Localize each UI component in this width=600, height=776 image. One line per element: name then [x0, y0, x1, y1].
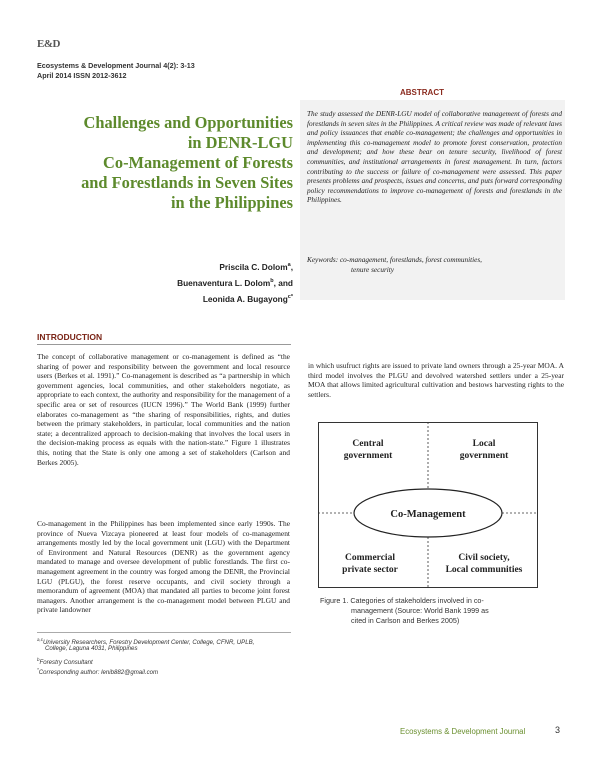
article-title: [36, 113, 293, 213]
footnote-affiliation-b: $^b$Forestry Consultant: [37, 657, 93, 667]
center-label: Co-Management: [390, 509, 466, 520]
section-divider: [37, 344, 291, 345]
quadrant-local-government-l2: government: [459, 451, 509, 461]
caption-line: Figure 1. Categories of stakeholders involved in co-: [320, 596, 484, 605]
journal-citation: Ecosystems & Development Journal 4(2): 3-13: [37, 61, 195, 70]
quadrant-civil-society-l1: Civil society,: [458, 553, 510, 563]
intro-paragraph-1: The concept of collaborative management or co-management is defined as “the sharing of power and responsibility between the government and local resource users (Berkes et al. 1991).” Co-management is described as “a partnership in which government agencies, local communities, and other stakeholders negotiate, as appropriate to each context, the authority and responsibility for the management of a specific area or set of resources (IUCN 1996).” The World Bank (1999) further elaborates co-management as “the sharing of responsibilities, rights, and duties between the primary stakeholders, in particular, local communities and the nation state; a decentralized approach to decision-making that involves the local users in the decision-making process as equals with the nation-state.” Figure 1 illustrates this, noting that the State is only one among a set of stakeholders (Carlson and Berkes 2005).: [37, 352, 290, 467]
title-line: and Forestlands in Seven Sites: [81, 173, 293, 192]
quadrant-local-government-l1: Local: [472, 439, 496, 449]
figure-1-diagram: [318, 422, 538, 588]
journal-issn: April 2014 ISSN 2012-3612: [37, 71, 127, 80]
author-list: [140, 258, 293, 305]
keywords-line: Keywords: co-management, forestlands, forest communities,: [307, 256, 482, 264]
section-heading-introduction: INTRODUCTION: [37, 332, 103, 342]
quadrant-commercial-l2: private sector: [342, 565, 398, 575]
footnote-affiliation-ac: $^{a,c}$University Researchers, Forestry Development Center, College, CFNR, UPLB,: [37, 637, 255, 647]
author-1: Priscila C. Dolom$^a$,: [219, 261, 293, 272]
footnote-divider: [37, 632, 291, 633]
footer-journal: Ecosystems & Development Journal: [400, 727, 526, 736]
intro-paragraph-3: in which usufruct rights are issued to private land owners through a 25-year MOA. A third model involves the PLGU and devolved watershed settlers under a 25-year MOA that allows limited agricultural cultivation and bestows harvesting rights to the settlers.: [308, 361, 564, 399]
quadrant-civil-society-l2: Local communities: [445, 565, 523, 575]
footnote-corresponding: *Corresponding author: lenib882@gmail.com: [37, 667, 159, 677]
title-line: Co-Management of Forests: [103, 153, 293, 172]
keywords: [307, 256, 562, 275]
page-number: 3: [555, 725, 561, 735]
intro-paragraph-2: Co-management in the Philippines has been implemented since early 1990s. The province of Nueva Vizcaya pioneered at least four models of co-management arrangements mostly led by the local government unit (LGU) with the Department of Environment and Natural Resources (DENR) as the government agency mandated to manage and oversee development of public forestlands. The first co-management agreement in the country was forged among the DENR, the Provincial LGU (PLGU), the forest reserve occupants, and civil society through a memorandum of agreement (MOA) that mandated all parties to become joint forest managers. Another arrangement is the co-management model between PLGU and private landowner: [37, 519, 290, 615]
author-2: Buenaventura L. Dolom$^b$, and: [177, 277, 293, 288]
figure-1-caption: [320, 596, 550, 625]
abstract-text: The study assessed the DENR-LGU model of collaborative management of forests and forestlands in seven sites in the Philippines. A critical review was made of relevant laws and policy issuances that enable co-management; the challenges and opportunities in implementing this co-management model to promote forest conservation, protection and development; and how these bear on tenure security, livelihood of forest communities, and institutional arrangements in forest management. In turn, factors contributing to the success or failure of co-management were assessed. This paper presents problems and prospects, issues and concerns, and puts forward corresponding policy recommendations to improve co-management of forests and forestlands in the Philippines.: [307, 110, 562, 205]
quadrant-central-government-l1: Central: [352, 439, 384, 449]
caption-line: management (Source: World Bank 1999 as: [351, 605, 489, 615]
title-line: in DENR-LGU: [187, 133, 293, 152]
keywords-line: tenure security: [351, 265, 395, 274]
quadrant-central-government-l2: government: [343, 451, 393, 461]
quadrant-commercial-l1: Commercial: [345, 553, 395, 563]
caption-line: cited in Carlson and Berkes 2005): [351, 615, 460, 625]
journal-info: [37, 61, 195, 81]
journal-logo: E&D: [37, 38, 60, 50]
footnote-affiliation-ac-cont: College, Laguna 4031, Philippines: [45, 645, 138, 652]
author-3: Leonida A. Bugayong$^{c*}$: [202, 293, 293, 304]
abstract-heading: ABSTRACT: [400, 88, 444, 97]
title-line: in the Philippines: [170, 193, 293, 212]
title-line: Challenges and Opportunities: [83, 113, 293, 132]
